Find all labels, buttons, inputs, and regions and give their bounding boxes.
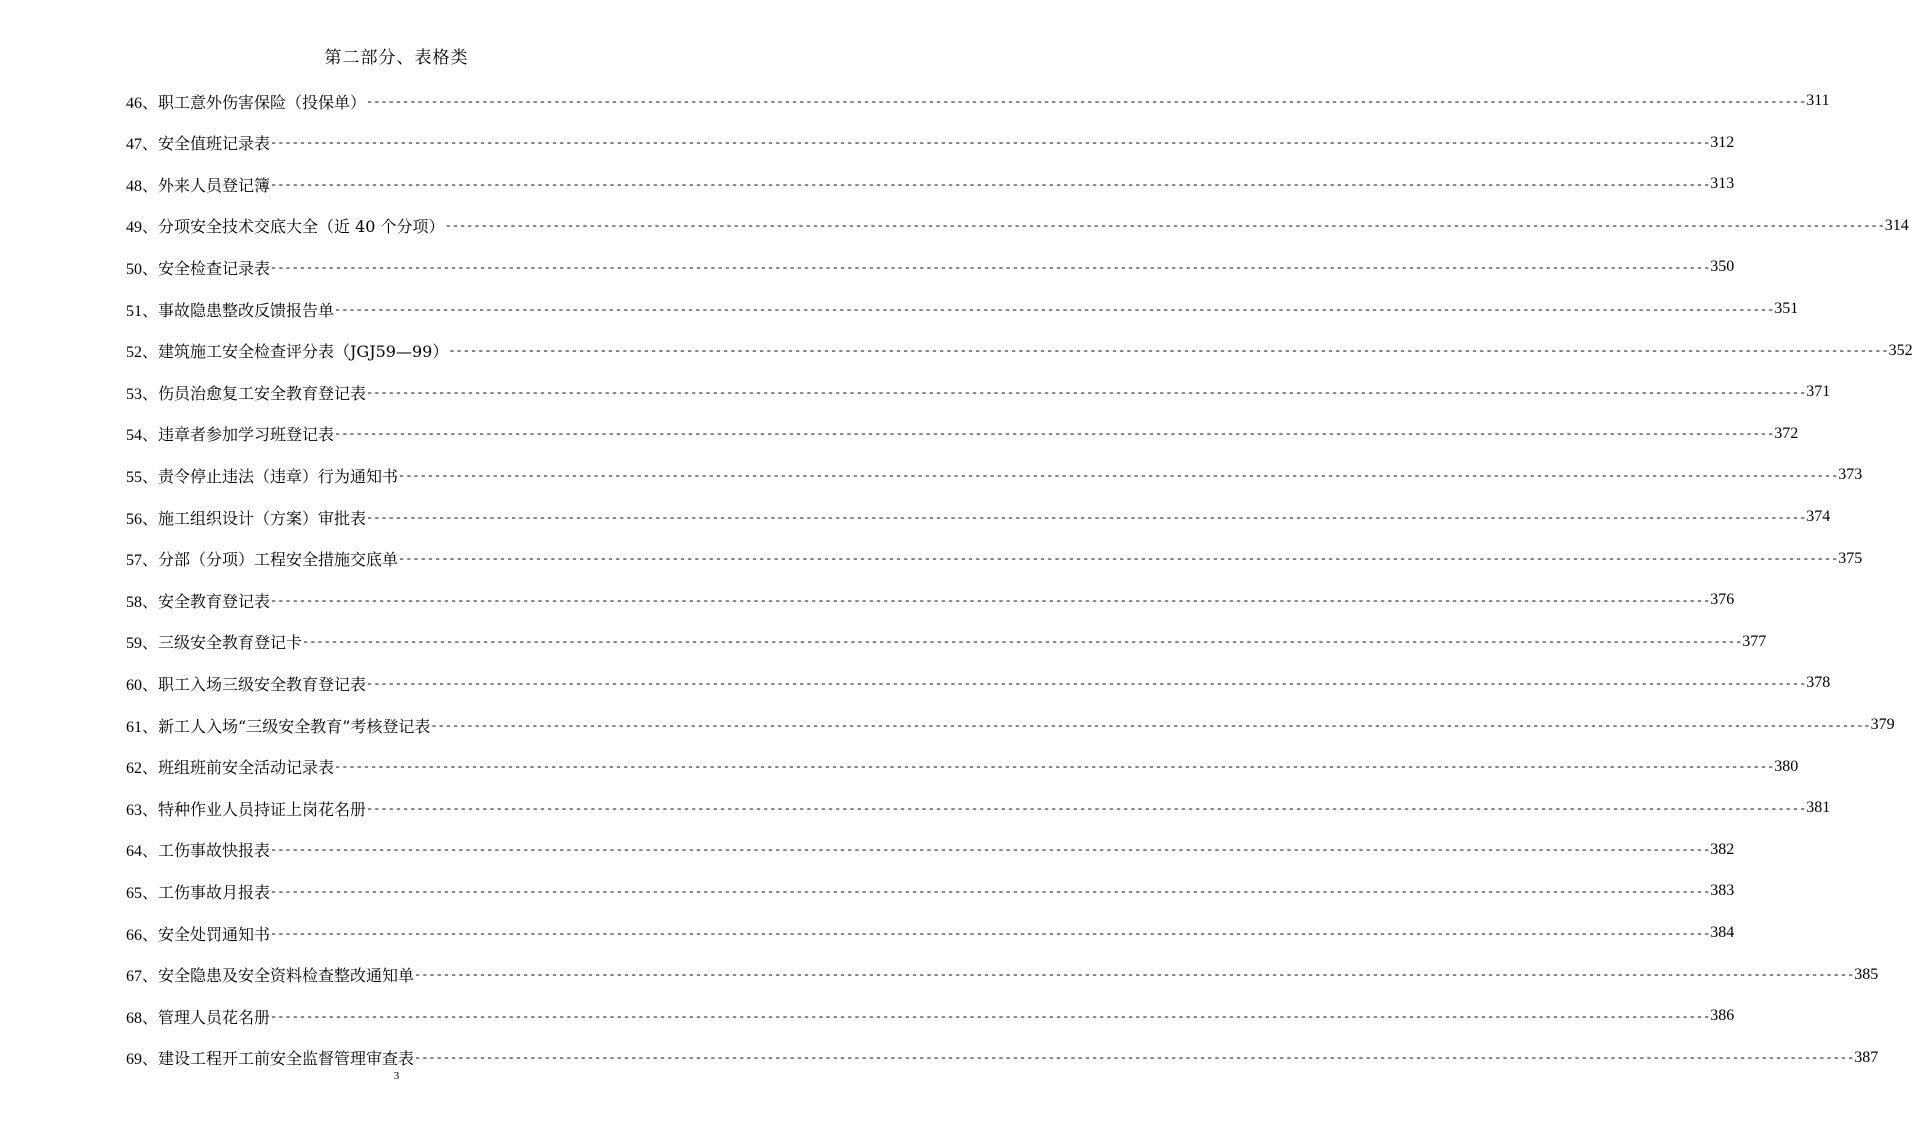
toc-entry-page: 384 bbox=[1710, 924, 1735, 941]
toc-dot-leader: -------------------------------------------------------------------------------------------------------------------------------------------------------------------------------------------------------- bbox=[366, 676, 1807, 691]
toc-entry-number: 69、 bbox=[126, 1051, 159, 1069]
toc-entry-title: 安全教育登记表 bbox=[158, 591, 271, 611]
toc-entry-page: 351 bbox=[1774, 300, 1799, 317]
toc-entry-page: 312 bbox=[1710, 133, 1735, 151]
toc-entry-title: 职工意外伤害保险（投保单） bbox=[158, 92, 367, 112]
toc-entry-number: 68、 bbox=[126, 1009, 159, 1027]
toc-entry[interactable] bbox=[126, 544, 1863, 574]
toc-entry-title: 班组班前安全活动记录表 bbox=[158, 758, 335, 778]
toc-entry[interactable] bbox=[126, 128, 1735, 158]
toc-entry-page: 352 bbox=[1888, 341, 1913, 359]
toc-entry[interactable] bbox=[126, 1001, 1735, 1031]
toc-entry-title: 工伤事故月报表 bbox=[158, 882, 271, 902]
toc-dot-leader: -------------------------------------------------------------------------------------------------------------------------------------------------------------------------------------------------------- bbox=[302, 635, 1743, 650]
toc-entry[interactable] bbox=[126, 960, 1879, 990]
toc-entry-title: 建设工程开工前安全监督管理审查表 bbox=[158, 1049, 415, 1069]
toc-entry-number: 65、 bbox=[126, 884, 159, 902]
toc-entry-page: 374 bbox=[1806, 508, 1831, 525]
toc-entry[interactable] bbox=[126, 835, 1735, 865]
toc-entry-number: 47、 bbox=[126, 136, 159, 154]
toc-entry-number: 52、 bbox=[126, 344, 159, 362]
toc-dot-leader: -------------------------------------------------------------------------------------------------------------------------------------------------------------------------------------------------------- bbox=[444, 219, 1885, 234]
toc-entry-number: 56、 bbox=[126, 510, 159, 528]
toc-entry-page: 381 bbox=[1806, 799, 1831, 817]
toc-dot-leader: -------------------------------------------------------------------------------------------------------------------------------------------------------------------------------------------------------- bbox=[270, 260, 1711, 275]
toc-entry-title: 新工人入场“三级安全教育”考核登记表 bbox=[158, 716, 431, 736]
toc-entry-title: 职工入场三级安全教育登记表 bbox=[158, 674, 367, 694]
toc-entry-number: 48、 bbox=[126, 177, 159, 195]
toc-entry[interactable] bbox=[126, 918, 1735, 948]
toc-entry-title: 分部（分项）工程安全措施交底单 bbox=[158, 550, 399, 570]
toc-entry-number: 62、 bbox=[126, 760, 159, 778]
toc-entry-title: 违章者参加学习班登记表 bbox=[158, 425, 335, 445]
toc-entry-title: 工伤事故快报表 bbox=[158, 841, 271, 861]
toc-entry-number: 59、 bbox=[126, 635, 159, 653]
toc-entry-title: 责令停止违法（违章）行为通知书 bbox=[158, 466, 399, 486]
toc-entry-number: 66、 bbox=[126, 926, 159, 944]
toc-dot-leader: -------------------------------------------------------------------------------------------------------------------------------------------------------------------------------------------------------- bbox=[414, 968, 1855, 983]
toc-dot-leader: -------------------------------------------------------------------------------------------------------------------------------------------------------------------------------------------------------- bbox=[366, 801, 1807, 816]
toc-entry[interactable] bbox=[126, 169, 1735, 199]
toc-entry[interactable] bbox=[126, 419, 1799, 449]
toc-dot-leader: -------------------------------------------------------------------------------------------------------------------------------------------------------------------------------------------------------- bbox=[270, 843, 1711, 858]
toc-dot-leader: -------------------------------------------------------------------------------------------------------------------------------------------------------------------------------------------------------- bbox=[414, 1051, 1855, 1066]
toc-dot-leader: -------------------------------------------------------------------------------------------------------------------------------------------------------------------------------------------------------- bbox=[398, 552, 1839, 567]
section-title: 第二部分、表格类 bbox=[324, 48, 469, 68]
toc-entry-title: 安全处罚通知书 bbox=[158, 924, 271, 944]
toc-entry-number: 50、 bbox=[126, 260, 159, 278]
toc-entry-title: 外来人员登记簿 bbox=[158, 175, 271, 195]
toc-dot-leader: -------------------------------------------------------------------------------------------------------------------------------------------------------------------------------------------------------- bbox=[334, 302, 1775, 317]
toc-entry[interactable] bbox=[126, 252, 1735, 282]
toc-entry-title: 伤员治愈复工安全教育登记表 bbox=[158, 383, 367, 403]
toc-dot-leader: -------------------------------------------------------------------------------------------------------------------------------------------------------------------------------------------------------- bbox=[398, 468, 1839, 483]
toc-entry-page: 386 bbox=[1710, 1007, 1735, 1025]
toc-entry-title: 三级安全教育登记卡 bbox=[158, 633, 303, 653]
toc-entry-page: 313 bbox=[1710, 175, 1735, 193]
toc-entry-number: 51、 bbox=[126, 302, 159, 320]
toc-dot-leader: -------------------------------------------------------------------------------------------------------------------------------------------------------------------------------------------------------- bbox=[448, 344, 1889, 359]
toc-entry[interactable] bbox=[126, 211, 1909, 241]
toc-entry-number: 58、 bbox=[126, 593, 159, 611]
toc-dot-leader: -------------------------------------------------------------------------------------------------------------------------------------------------------------------------------------------------------- bbox=[270, 926, 1711, 941]
toc-entry[interactable] bbox=[126, 460, 1863, 490]
toc-entry[interactable] bbox=[126, 752, 1799, 782]
toc-entry-title: 安全值班记录表 bbox=[158, 134, 271, 154]
toc-entry[interactable] bbox=[126, 627, 1767, 657]
toc-entry-number: 60、 bbox=[126, 676, 159, 694]
toc-entry[interactable] bbox=[126, 294, 1799, 324]
toc-dot-leader: -------------------------------------------------------------------------------------------------------------------------------------------------------------------------------------------------------- bbox=[366, 510, 1807, 525]
toc-entry[interactable] bbox=[126, 668, 1831, 698]
toc-entry-page: 373 bbox=[1838, 466, 1863, 484]
toc-dot-leader: -------------------------------------------------------------------------------------------------------------------------------------------------------------------------------------------------------- bbox=[270, 884, 1711, 899]
toc-entry-title: 管理人员花名册 bbox=[158, 1007, 271, 1027]
toc-dot-leader: -------------------------------------------------------------------------------------------------------------------------------------------------------------------------------------------------------- bbox=[366, 385, 1807, 400]
page-number: 3 bbox=[393, 1070, 400, 1082]
toc-dot-leader: -------------------------------------------------------------------------------------------------------------------------------------------------------------------------------------------------------- bbox=[270, 136, 1711, 151]
toc-entry-page: 376 bbox=[1710, 591, 1735, 609]
toc-entry-page: 311 bbox=[1806, 92, 1830, 109]
toc-entry-page: 380 bbox=[1774, 757, 1799, 775]
toc-dot-leader: -------------------------------------------------------------------------------------------------------------------------------------------------------------------------------------------------------- bbox=[334, 427, 1775, 442]
toc-entry-page: 350 bbox=[1710, 258, 1735, 276]
toc-entry-page: 383 bbox=[1710, 882, 1735, 900]
toc-entry[interactable] bbox=[126, 876, 1735, 906]
toc-dot-leader: -------------------------------------------------------------------------------------------------------------------------------------------------------------------------------------------------------- bbox=[366, 94, 1807, 109]
toc-entry-number: 49、 bbox=[126, 219, 159, 237]
toc-entry[interactable] bbox=[126, 1043, 1879, 1073]
toc-entry[interactable] bbox=[126, 336, 1913, 366]
toc-entry-page: 377 bbox=[1742, 632, 1767, 650]
toc-entry-title: 事故隐患整改反馈报告单 bbox=[158, 300, 335, 320]
toc-entry-title: 安全隐患及安全资料检查整改通知单 bbox=[158, 966, 415, 986]
toc-entry-page: 372 bbox=[1774, 424, 1799, 442]
toc-entry-title: 分项安全技术交底大全（近 40 个分项） bbox=[158, 217, 445, 237]
toc-dot-leader: -------------------------------------------------------------------------------------------------------------------------------------------------------------------------------------------------------- bbox=[270, 1009, 1711, 1024]
toc-entry-title: 特种作业人员持证上岗花名册 bbox=[158, 799, 367, 819]
toc-entry-page: 379 bbox=[1870, 716, 1895, 733]
toc-entry-page: 371 bbox=[1806, 383, 1831, 401]
toc-entry-title: 建筑施工安全检查评分表（JGJ59—99） bbox=[158, 342, 449, 362]
toc-entry[interactable] bbox=[126, 793, 1831, 823]
toc-entry-number: 53、 bbox=[126, 385, 159, 403]
toc-entry-title: 施工组织设计（方案）审批表 bbox=[158, 508, 367, 528]
toc-entry[interactable] bbox=[126, 710, 1895, 740]
toc-entry[interactable] bbox=[126, 585, 1735, 615]
toc-entry-page: 314 bbox=[1884, 216, 1909, 234]
toc-entry-page: 378 bbox=[1806, 674, 1831, 692]
toc-entry[interactable] bbox=[126, 86, 1830, 116]
toc-entry-page: 385 bbox=[1854, 965, 1879, 983]
toc-entry-number: 57、 bbox=[126, 552, 159, 570]
toc-entry[interactable] bbox=[126, 377, 1831, 407]
toc-entry-number: 61、 bbox=[126, 718, 159, 736]
toc-entry-number: 67、 bbox=[126, 968, 159, 986]
toc-entry-number: 55、 bbox=[126, 468, 159, 486]
toc-entry-page: 387 bbox=[1854, 1048, 1879, 1066]
toc-dot-leader: -------------------------------------------------------------------------------------------------------------------------------------------------------------------------------------------------------- bbox=[270, 593, 1711, 608]
toc-entry-page: 382 bbox=[1710, 840, 1735, 858]
toc-entry-number: 54、 bbox=[126, 427, 159, 445]
toc-entry-page: 375 bbox=[1838, 549, 1863, 567]
toc-dot-leader: -------------------------------------------------------------------------------------------------------------------------------------------------------------------------------------------------------- bbox=[270, 177, 1711, 192]
toc-dot-leader: -------------------------------------------------------------------------------------------------------------------------------------------------------------------------------------------------------- bbox=[430, 718, 1871, 733]
toc-entry[interactable] bbox=[126, 502, 1831, 532]
toc-dot-leader: -------------------------------------------------------------------------------------------------------------------------------------------------------------------------------------------------------- bbox=[334, 760, 1775, 775]
toc-entry-number: 46、 bbox=[126, 94, 159, 112]
toc-entry-number: 64、 bbox=[126, 843, 159, 861]
toc-entry-number: 63、 bbox=[126, 801, 159, 819]
toc-entry-title: 安全检查记录表 bbox=[158, 258, 271, 278]
